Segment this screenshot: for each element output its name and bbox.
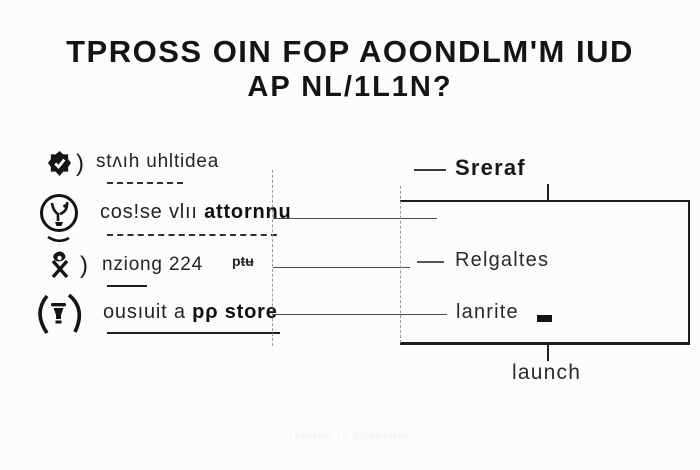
title-line-2: AP NL/1L1N?: [247, 71, 453, 103]
result-box-bottom-edge: [400, 342, 690, 345]
step-label-4-bold: pρ store: [192, 301, 278, 323]
launch-label: launch: [512, 361, 582, 384]
step-label-1-text: stʌıh uhltidea: [96, 151, 220, 172]
box-label-middle: Relgaltes: [455, 249, 550, 271]
box-bottom-tick: [547, 344, 549, 361]
step-label-3: [102, 254, 203, 276]
step-label-4-text: ousıuit a: [103, 301, 193, 323]
result-box-left-dashed-edge: [400, 186, 401, 343]
step-label-1: [96, 151, 219, 173]
diagram-title: [0, 34, 700, 104]
box-label-top: Sreraf: [455, 155, 526, 180]
underline-step-4: [107, 332, 280, 334]
step-label-2-bold: attornnu: [204, 201, 292, 223]
middle-dashed-rail: [272, 170, 273, 346]
verified-badge-icon: [47, 150, 72, 177]
connector-line-3: [273, 314, 447, 315]
megaphone-parens-icon: [33, 293, 85, 337]
box-label-bottom: lanrite: [456, 301, 519, 323]
watermark: ınnıınıı ıs cıınkzıını: [290, 431, 410, 441]
relgaltes-dash: [417, 261, 444, 263]
cursor-block: [537, 315, 552, 322]
connector-line-1: [273, 218, 437, 219]
box-top-tick: [547, 184, 549, 201]
title-line-1: TPROSS OIN FOP AOONDLM'M IUD: [66, 34, 634, 69]
paren-decoration-1: ): [76, 150, 84, 177]
lightbulb-circle-icon: [36, 192, 82, 242]
step-label-3-text: nziong 224: [102, 254, 203, 275]
step-3-side-note: pŧʉ: [232, 253, 254, 269]
ribbon-knot-icon: [46, 250, 74, 282]
result-box-top-edge: [400, 200, 690, 202]
paren-decoration-3: ): [80, 252, 88, 279]
connector-line-2: [273, 267, 410, 268]
underline-step-2: [107, 234, 277, 236]
step-label-2-text: cos!se vlıı: [100, 201, 205, 223]
step-label-2: [100, 201, 292, 224]
result-box-right-edge: [688, 200, 690, 344]
underline-step-3: [107, 285, 147, 287]
sreraf-dash: [414, 169, 446, 171]
step-label-4: [103, 301, 278, 324]
underline-step-1: [107, 182, 183, 184]
